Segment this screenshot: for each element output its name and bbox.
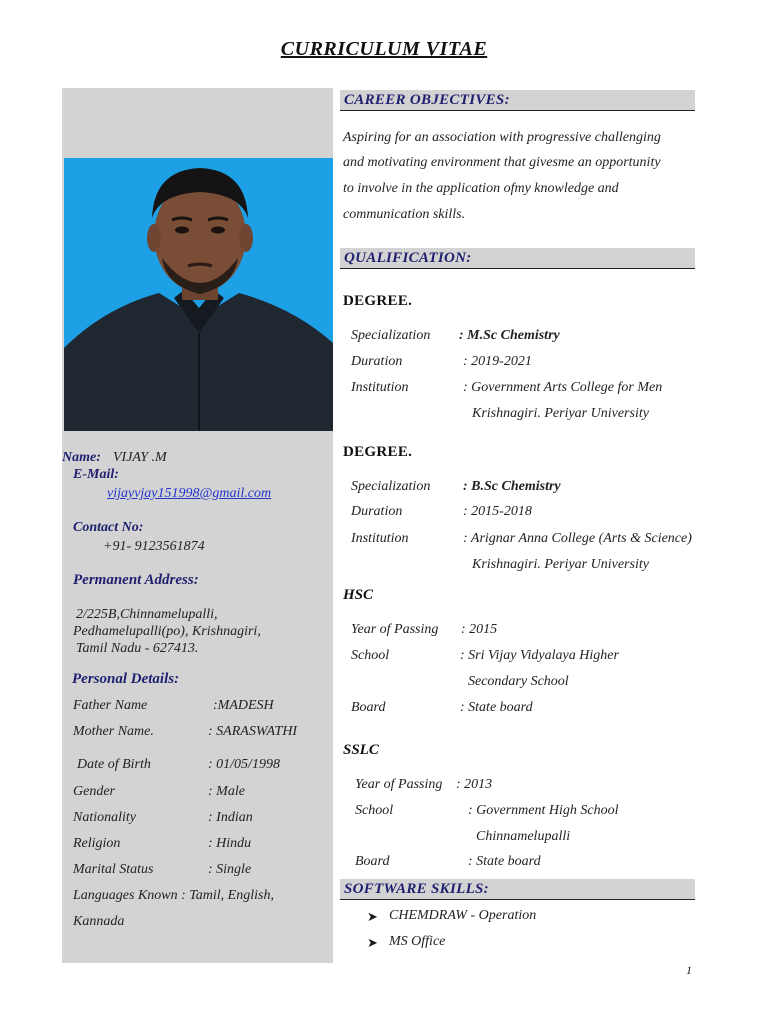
email-link[interactable]: vijayvjay151998@gmail.com bbox=[107, 486, 272, 501]
nationality-value: : Indian bbox=[208, 810, 253, 825]
email-label: E-Mail: bbox=[73, 467, 119, 482]
pg-spec-value: : M.Sc Chemistry bbox=[459, 328, 560, 343]
name-label: Name: bbox=[62, 450, 101, 465]
mother-name-label: Mother Name. bbox=[73, 724, 154, 739]
profile-photo bbox=[64, 158, 333, 431]
arrow-bullet-icon: ➤ bbox=[367, 909, 378, 924]
hsc-board-value: : State board bbox=[460, 700, 533, 715]
hsc-school-label: School bbox=[351, 648, 390, 663]
pg-institution-value: : Government Arts College for Men bbox=[463, 380, 663, 395]
pg-institution-label: Institution bbox=[351, 380, 409, 395]
sslc-school-value-cont: Chinnamelupalli bbox=[476, 829, 571, 844]
objective-line: and motivating environment that givesme an opportunity bbox=[343, 155, 661, 170]
ug-degree-title: DEGREE. bbox=[343, 444, 413, 460]
software-skills-heading bbox=[340, 879, 695, 900]
name-value: VIJAY .M bbox=[113, 450, 167, 465]
mother-name-value: : SARASWATHI bbox=[208, 724, 298, 739]
ug-institution-value: : Arignar Anna College (Arts & Science) bbox=[463, 531, 692, 546]
page-title: CURRICULUM VITAE bbox=[280, 38, 488, 60]
address-line: Pedhamelupalli(po), Krishnagiri, bbox=[73, 624, 261, 639]
nationality-label: Nationality bbox=[73, 810, 136, 825]
hsc-year-value: : 2015 bbox=[461, 622, 498, 637]
gender-label: Gender bbox=[73, 784, 115, 799]
career-objectives-heading-text: CAREER OBJECTIVES: bbox=[344, 92, 510, 108]
sslc-school-value: : Government High School bbox=[468, 803, 619, 818]
dob-label: Date of Birth bbox=[77, 757, 151, 772]
personal-details-label: Personal Details: bbox=[72, 671, 180, 687]
hsc-title: HSC bbox=[343, 587, 374, 603]
father-name-label: Father Name bbox=[73, 698, 148, 713]
contact-value: +91- 9123561874 bbox=[103, 539, 205, 554]
address-line: 2/225B,Chinnamelupalli, bbox=[76, 607, 218, 622]
objective-line: to involve in the application ofmy knowledge and bbox=[343, 181, 619, 196]
ug-duration-label: Duration bbox=[351, 504, 403, 519]
pg-spec-label: Specialization bbox=[351, 328, 431, 343]
pg-institution-value-cont: Krishnagiri. Periyar University bbox=[472, 406, 649, 421]
objective-line: communication skills. bbox=[343, 207, 466, 222]
sslc-board-value: : State board bbox=[468, 854, 541, 869]
ug-spec-label: Specialization bbox=[351, 479, 431, 494]
software-skills-heading-text: SOFTWARE SKILLS: bbox=[344, 881, 489, 897]
ug-spec-value: : B.Sc Chemistry bbox=[463, 479, 561, 494]
ug-duration-value: : 2015-2018 bbox=[463, 504, 532, 519]
pg-duration-label: Duration bbox=[351, 354, 403, 369]
page-number: 1 bbox=[686, 963, 692, 977]
religion-label: Religion bbox=[73, 836, 121, 851]
hsc-school-value-cont: Secondary School bbox=[468, 674, 569, 689]
languages-known-cont: Kannada bbox=[73, 914, 125, 929]
arrow-bullet-icon: ➤ bbox=[367, 935, 378, 950]
ug-institution-label: Institution bbox=[351, 531, 409, 546]
qualification-heading bbox=[340, 248, 695, 269]
pg-duration-value: : 2019-2021 bbox=[463, 354, 532, 369]
qualification-heading-text: QUALIFICATION: bbox=[344, 250, 472, 266]
contact-label: Contact No: bbox=[73, 520, 144, 535]
sslc-title: SSLC bbox=[343, 742, 379, 758]
sslc-year-label: Year of Passing bbox=[355, 777, 443, 792]
dob-value: : 01/05/1998 bbox=[208, 757, 280, 772]
address-label: Permanent Address: bbox=[73, 572, 199, 588]
objective-line: Aspiring for an association with progressive challenging bbox=[343, 130, 661, 145]
pg-degree-title: DEGREE. bbox=[343, 293, 413, 309]
hsc-year-label: Year of Passing bbox=[351, 622, 439, 637]
marital-status-label: Marital Status bbox=[73, 862, 154, 877]
father-name-value: :MADESH bbox=[213, 698, 274, 713]
sslc-year-value: : 2013 bbox=[456, 777, 493, 792]
sslc-school-label: School bbox=[355, 803, 394, 818]
religion-value: : Hindu bbox=[208, 836, 252, 851]
address-line: Tamil Nadu - 627413. bbox=[76, 641, 199, 656]
skill-item: CHEMDRAW - Operation bbox=[389, 908, 537, 923]
ug-institution-value-cont: Krishnagiri. Periyar University bbox=[472, 557, 649, 572]
career-objectives-heading bbox=[340, 90, 695, 111]
gender-value: : Male bbox=[208, 784, 245, 799]
languages-known: Languages Known : Tamil, English, bbox=[73, 888, 274, 903]
person-portrait-icon bbox=[64, 158, 333, 431]
marital-status-value: : Single bbox=[208, 862, 252, 877]
sslc-board-label: Board bbox=[355, 854, 390, 869]
skill-item: MS Office bbox=[389, 934, 446, 949]
hsc-school-value: : Sri Vijay Vidyalaya Higher bbox=[460, 648, 619, 663]
hsc-board-label: Board bbox=[351, 700, 386, 715]
